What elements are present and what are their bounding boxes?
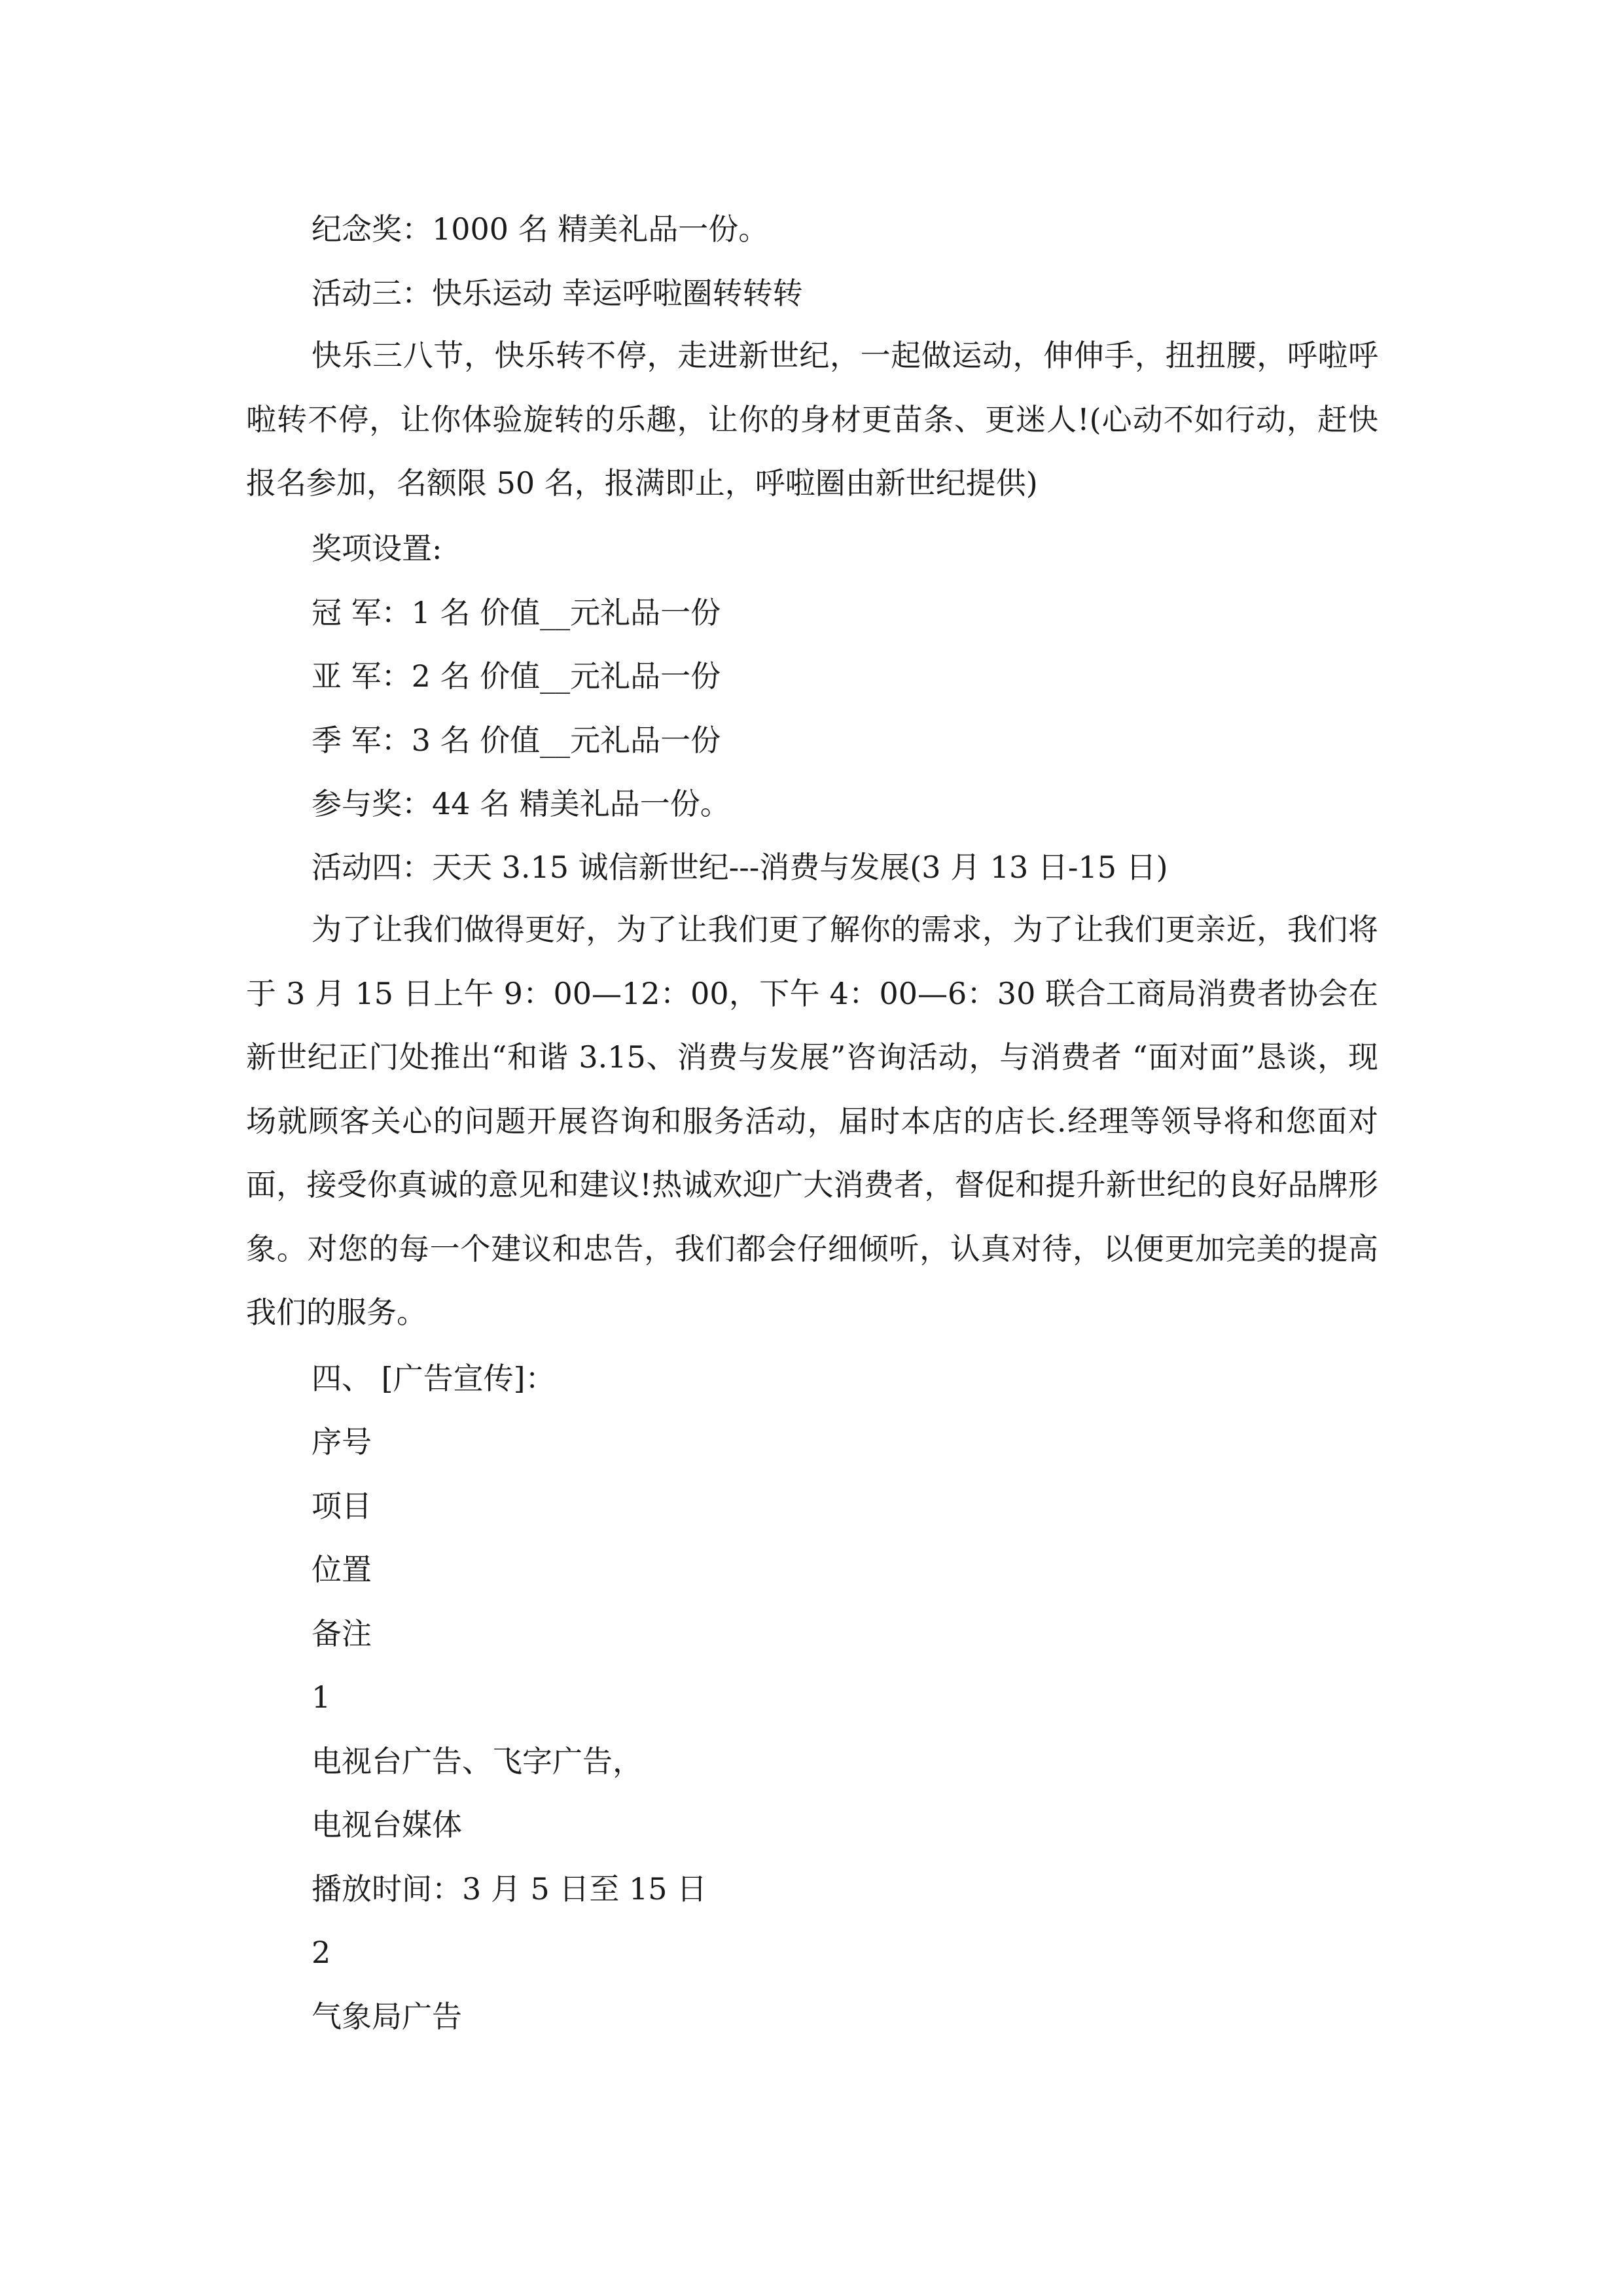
table-cell-serial-2: 2 <box>312 1935 331 1970</box>
table-cell-item-1: 电视台广告、飞字广告， <box>312 1744 643 1779</box>
table-cell-item-2: 气象局广告 <box>312 1999 462 2034</box>
award-settings-heading: 奖项设置: <box>312 531 442 566</box>
runner-up-line: 亚 军：2 名 价值__元礼品一份 <box>312 658 721 694</box>
table-cell-position-1: 电视台媒体 <box>312 1807 462 1842</box>
champion-line: 冠 军：1 名 价值__元礼品一份 <box>312 595 721 630</box>
activity-three-heading: 活动三：快乐运动 幸运呼啦圈转转转 <box>312 276 803 311</box>
third-place-line: 季 军：3 名 价值__元礼品一份 <box>312 723 721 758</box>
table-cell-serial-1: 1 <box>312 1679 331 1715</box>
activity-four-paragraph: 为了让我们做得更好，为了让我们更了解你的需求，为了让我们更亲近，我们将于 3 月 15 日上午 9：00—12：00，下午 4：00—6：30 联合工商局消费者协会在新世纪正门处推出“和谐 3.15、消费与发展”咨询活动，与消费者 “面对面”恳谈，现场就顾客关心的问题开展咨询和服务活动，届时本店的店长.经理等领导将和您面对面，接受你真诚的意见和建议!热诚欢迎广大消费者，督促和提升新世纪的良好品牌形象。对您的每一个建议和忠告，我们都会仔细倾听，认真对待，以便更加完美的提高我们的服务。 <box>246 912 1378 1330</box>
commemorative-award-line: 纪念奖：1000 名 精美礼品一份。 <box>312 211 769 247</box>
table-cell-remarks-1: 播放时间：3 月 5 日至 15 日 <box>312 1871 707 1907</box>
section-four-heading: 四、 [广告宣传]： <box>312 1361 556 1396</box>
table-header-serial: 序号 <box>312 1424 372 1460</box>
table-header-remarks: 备注 <box>312 1616 372 1651</box>
participation-award-line: 参与奖：44 名 精美礼品一份。 <box>312 786 730 821</box>
table-header-item: 项目 <box>312 1488 372 1524</box>
table-header-position: 位置 <box>312 1552 372 1587</box>
activity-three-paragraph: 快乐三八节，快乐转不停，走进新世纪，一起做运动，伸伸手，扭扭腰，呼啦呼啦转不停，让你体验旋转的乐趣，让你的身材更苗条、更迷人!(心动不如行动，赶快报名参加，名额限 50 名，报满即止，呼啦圈由新世纪提供) <box>246 338 1378 501</box>
activity-four-heading: 活动四：天天 3.15 诚信新世纪---消费与发展(3 月 13 日-15 日) <box>312 850 1168 885</box>
